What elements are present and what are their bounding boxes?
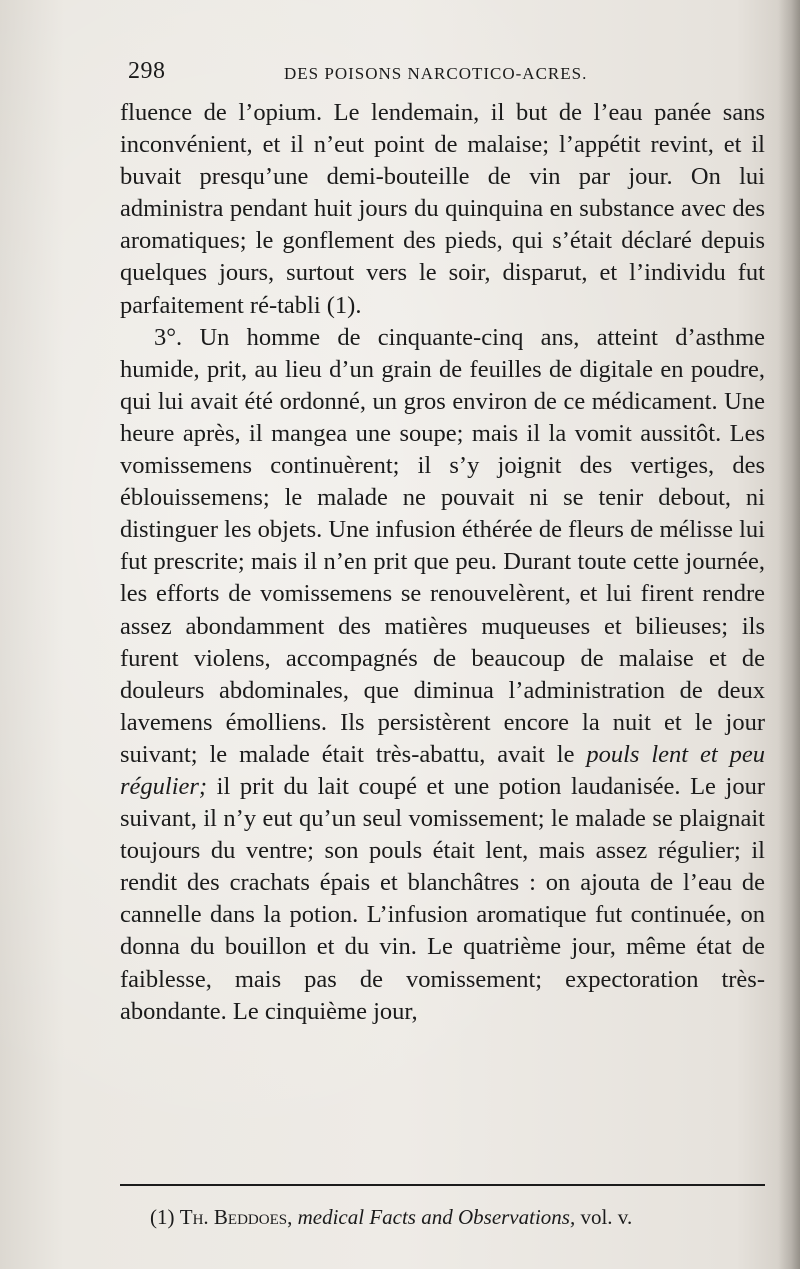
footnote — [150, 1204, 770, 1230]
paragraph-2-text-b: il prit du lait coupé et une potion laudanisée. Le jour suivant, il n’y eut qu’un seul vomissement; le malade se plaignait toujours du ventre; son pouls était lent, mais assez régulier; il rendit des crachats épais et blanchâtres : on ajouta de l’eau de cannelle dans la potion. L’infusion aromatique fut continuée, on donna du bouillon et du vin. Le quatrième jour, même état de faiblesse, mais pas de vomissement; expectoration très-abondante. Le cinquième jour, — [120, 772, 765, 1025]
paragraph-2 — [120, 322, 765, 1028]
page-edge-shadow — [778, 0, 800, 1269]
page-number: 298 — [128, 58, 166, 84]
footnote-volume: vol. v. — [580, 1205, 633, 1229]
footnote-author: Th. Beddoes, — [179, 1205, 293, 1229]
running-head — [128, 58, 768, 88]
running-title: DES POISONS NARCOTICO-ACRES. — [284, 64, 588, 83]
footnote-marker: (1) — [150, 1205, 175, 1229]
footnote-rule — [120, 1184, 765, 1186]
paragraph-2-text-a: 3°. Un homme de cinquante-cinq ans, atteint d’asthme humide, prit, au lieu d’un grain de feuilles de digitale en poudre, qui lui avait été ordonné, un gros environ de ce médicament. Une heure après, il mangea une soupe; mais il la vomit aussitôt. Les vomissemens continuèrent; il s’y joignit des vertiges, des éblouissemens; le malade ne pouvait ni se tenir debout, ni distinguer les objets. Une infusion éthérée de fleurs de mélisse lui fut prescrite; mais il n’en prit que peu. Durant toute cette journée, les efforts de vomissemens se renouvelèrent, et lui firent rendre assez abondamment des matières muqueuses et bilieuses; ils furent violens, accompagnés de beaucoup de malaise et de douleurs abdominales, que diminua l’administration de deux lavemens émolliens. Ils persistèrent encore la nuit et le jour suivant; le malade était très-abattu, avait le — [120, 323, 765, 768]
footnote-title: medical Facts and Observations, — [297, 1205, 576, 1229]
paragraph-1-text: fluence de l’opium. Le lendemain, il but de l’eau panée sans inconvénient, et il n’eut point de malaise; l’appétit revint, et il buvait presqu’une demi-bouteille de vin par jour. On lui administra pendant huit jours du quinquina en substance avec des aromatiques; le gonflement des pieds, qui s’était déclaré depuis quelques jours, surtout vers le soir, disparut, et l’individu fut parfaitement ré-tabli (1). — [120, 99, 765, 319]
paragraph-2-italic-phrase: pouls lent et peu régulier; — [120, 740, 765, 800]
paragraph-1 — [120, 97, 765, 322]
body-text — [120, 97, 765, 1028]
